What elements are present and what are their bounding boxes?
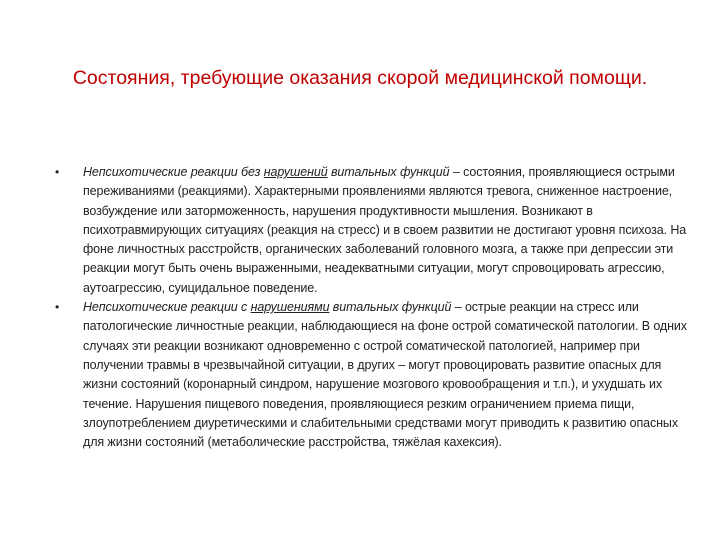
bullet-marker: • <box>55 300 60 315</box>
bullet-list <box>52 163 692 452</box>
bullet-item-2 <box>52 298 692 452</box>
term-part: Непсихотические реакции с <box>83 300 251 315</box>
term-part: Непсихотические реакции без <box>83 165 264 179</box>
term-underlined: нарушений <box>263 165 328 179</box>
bullet-item-1 <box>52 163 692 298</box>
term-part: витальных функций <box>327 165 450 179</box>
slide-title: Состояния, требующие оказания скорой медицинской помощи. <box>72 67 648 89</box>
bullet-marker: • <box>55 165 60 179</box>
bullet-term-1 <box>83 165 450 179</box>
bullet-term-2 <box>83 300 451 314</box>
bullet-text-2: – острые реакции на стресс или патологические личностные реакции, наблюдающиеся на фоне острой соматической патологии. В одних случаях эти реакции возникают одновременно с острой соматической патологией, например при получении травмы в чрезвычайной ситуации, в других – могут провоцировать развитие опасных для жизни состояний (коронарный синдром, нарушение мозгового кровообращения и т.п.), и ухудшать их течение. Нарушения пищевого поведения, проявляющиеся резким ограничением приема пищи, злоупотреблением диуретическими и слабительными средствами могут приводить к развитию опасных для жизни состояний (метаболические расстройства, тяжёлая кахексия). <box>83 300 687 450</box>
bullet-text-1: – состояния, проявляющиеся острыми переживаниями (реакциями). Характерными проявлениями являются тревога, сниженное настроение, возбуждение или заторможенность, нарушения продуктивности мышления. Возникают в психотравмирующих ситуациях (реакция на стресс) и в своем развитии не достигают уровня психоза. На фоне личностных расстройств, органических заболеваний головного мозга, а также при депрессии эти реакции могут быть очень выраженными, неадекватными ситуации, могут спровоцировать агрессию, аутоагрессию, суицидальное поведение. <box>83 165 687 295</box>
term-underlined: нарушениями <box>250 300 330 315</box>
term-part: витальных функций <box>329 300 452 315</box>
